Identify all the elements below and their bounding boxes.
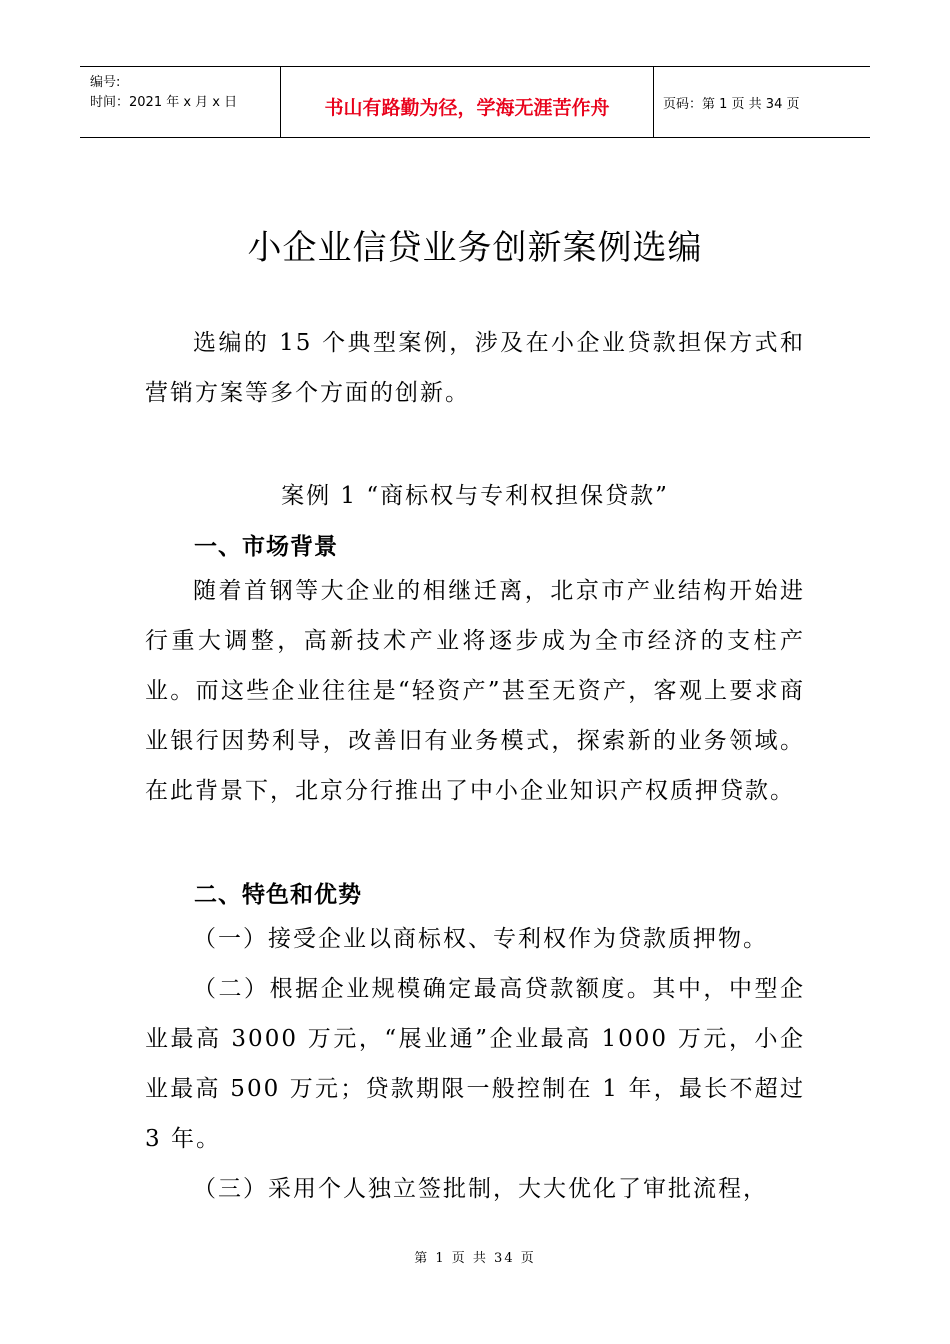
document-title: 小企业信贷业务创新案例选编 [247, 228, 703, 268]
time-label: 时间：2021 年 x 月 x 日 [90, 95, 238, 110]
motto-text: 书山有路勤为径，学海无涯苦作舟 [324, 97, 610, 119]
feature-item-3: （三）采用个人独立签批制，大大优化了审批流程， [193, 1176, 768, 1202]
section-heading-market: 一、市场背景 [194, 534, 338, 560]
page-footer: 第 1 页 共 34 页 [414, 1251, 536, 1266]
header-info-cell [80, 67, 280, 137]
intro-paragraph: 选编的 15 个典型案例，涉及在小企业贷款担保方式和营销方案等多个方面的创新。 [145, 330, 805, 406]
page-code: 页码：第 1 页 共 34 页 [663, 97, 800, 112]
feature-item-1: （一）接受企业以商标权、专利权作为贷款质押物。 [193, 926, 768, 952]
section-heading-features: 二、特色和优势 [194, 882, 362, 908]
header-motto-cell [281, 67, 653, 137]
market-background-paragraph: 随着首钢等大企业的相继迁离，北京市产业结构开始进行重大调整，高新技术产业将逐步成为全市经济的支柱产业。而这些企业往往是“轻资产”甚至无资产，客观上要求商业银行因势利导，改善旧有业务模式，探索新的业务领域。在此背景下，北京分行推出了中小企业知识产权质押贷款。 [145, 578, 805, 804]
number-label: 编号: [90, 75, 121, 90]
header-table [80, 66, 870, 138]
header-divider-right [653, 67, 654, 137]
case-title: 案例 1 “商标权与专利权担保贷款” [281, 483, 669, 509]
feature-item-2: （二）根据企业规模确定最高贷款额度。其中，中型企业最高 3000 万元，“展业通”企业最高 1000 万元，小企业最高 500 万元；贷款期限一般控制在 1 年，最长不超过 3 年。 [145, 976, 805, 1152]
